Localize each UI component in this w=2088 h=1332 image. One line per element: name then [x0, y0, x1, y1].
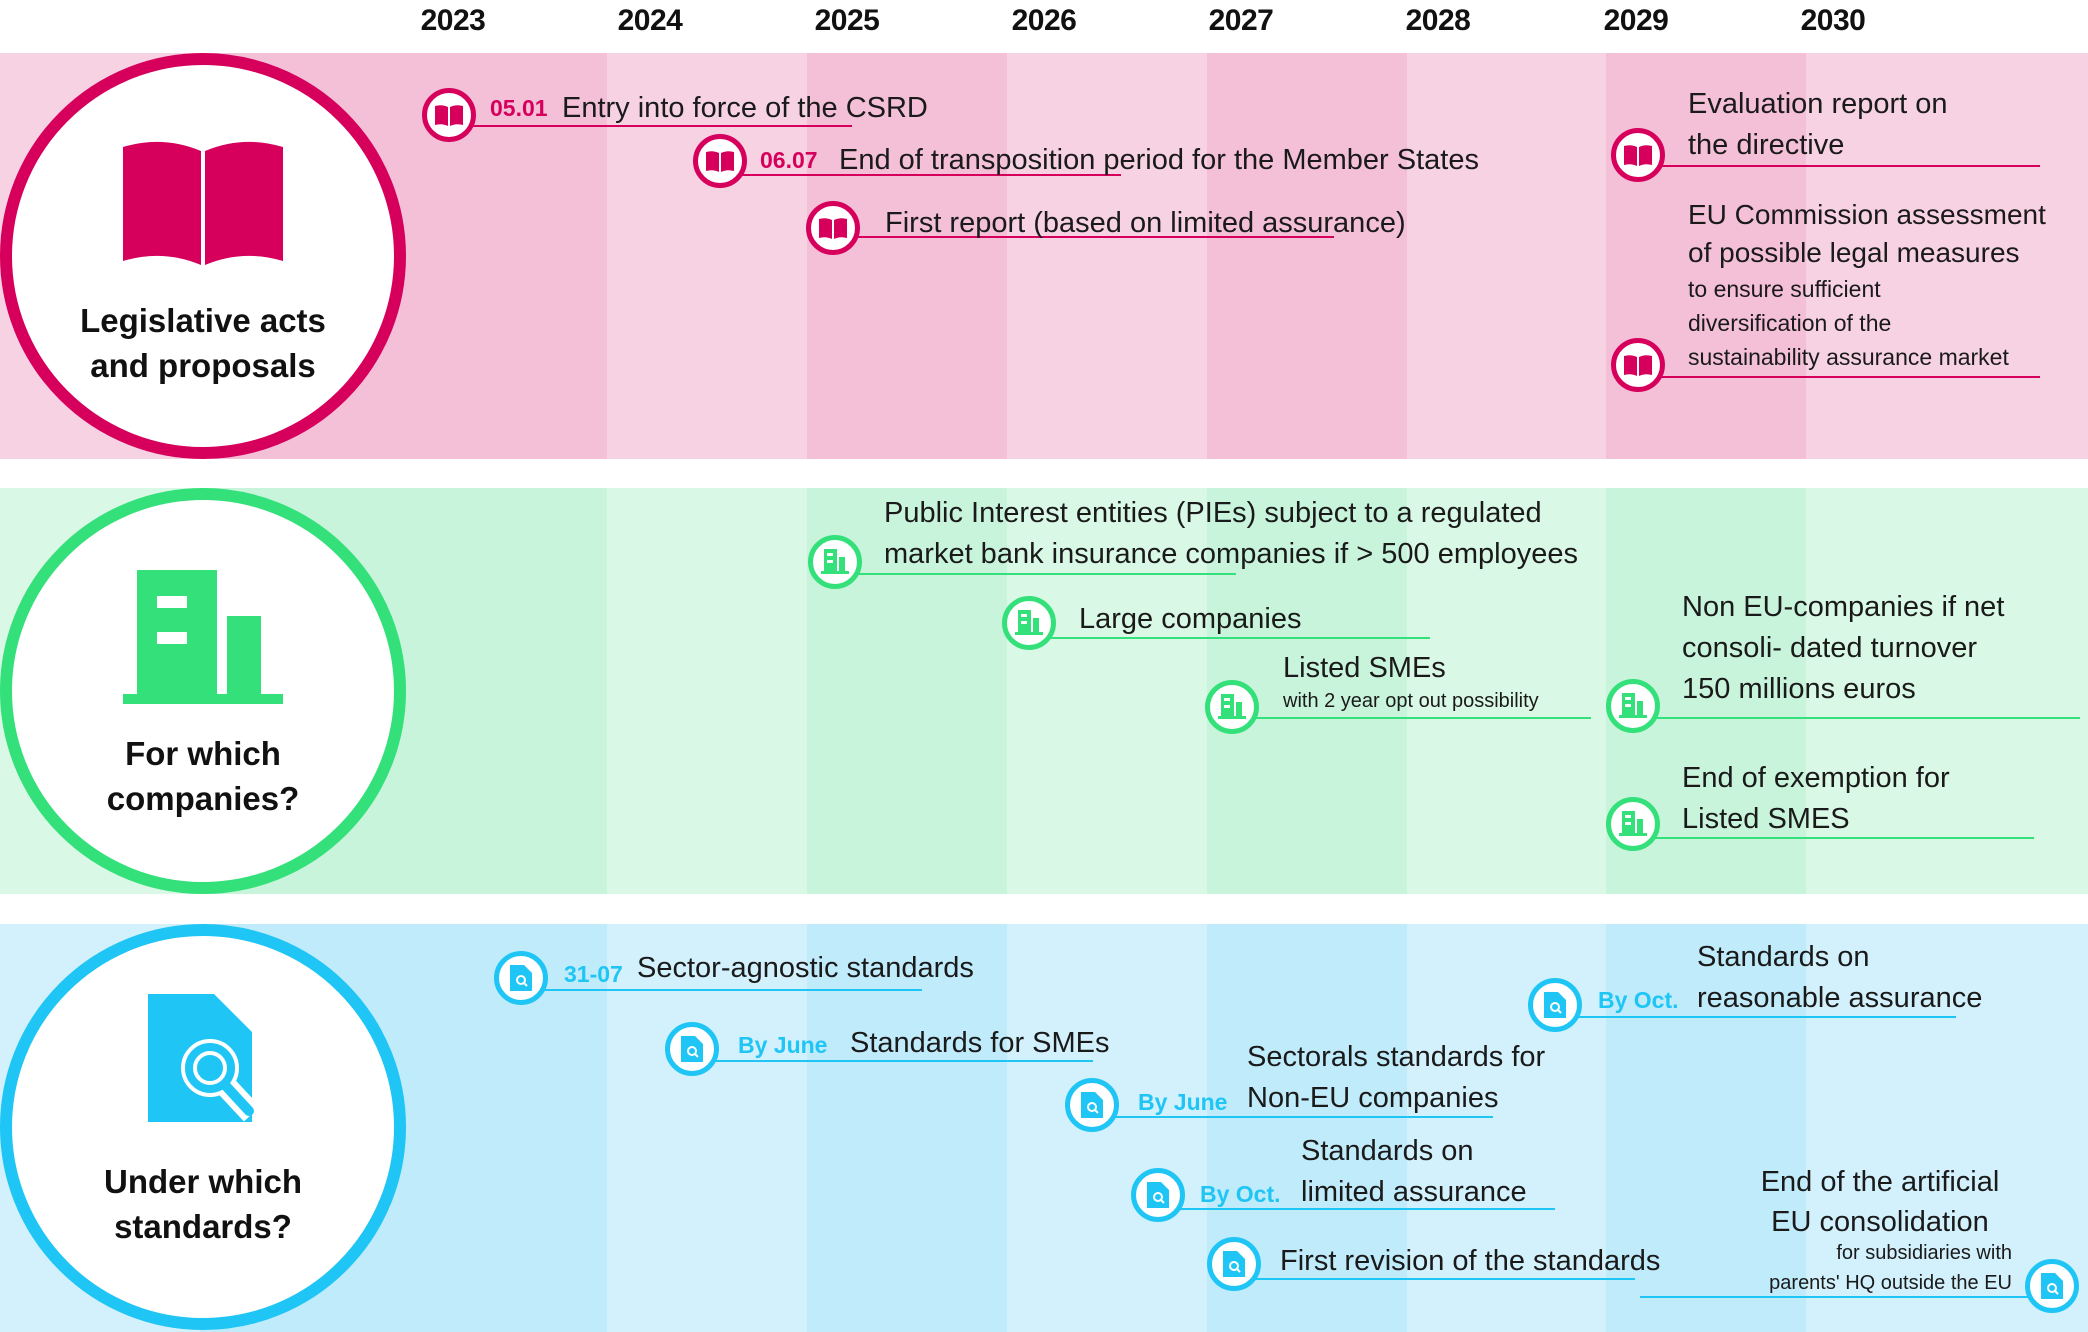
event-label: Listed SMES: [1682, 803, 1850, 835]
event-label: consoli- dated turnover: [1682, 632, 1977, 664]
event-label: Large companies: [1079, 603, 1302, 635]
event-label: Sector-agnostic standards: [637, 952, 974, 984]
open-book-icon: [706, 150, 734, 172]
document-search-icon: [1544, 992, 1566, 1018]
event-label: Evaluation report on: [1688, 88, 1948, 120]
event-date: 31-07: [564, 961, 623, 987]
building-icon: [1015, 610, 1043, 636]
document-search-icon: [681, 1036, 703, 1062]
event-sublabel: with 2 year opt out possibility: [1283, 690, 1539, 712]
event-label: EU Commission assessment: [1688, 199, 2046, 230]
document-search-icon: [1081, 1092, 1103, 1118]
event-label: reasonable assurance: [1697, 982, 1983, 1014]
event-marker: [1131, 1168, 1185, 1222]
event-label: market bank insurance companies if > 500 employees: [884, 538, 1578, 570]
building-icon: [123, 570, 283, 709]
building-icon: [1619, 693, 1647, 719]
year-label: 2026: [1011, 4, 1077, 37]
event-label: Listed SMEs: [1283, 652, 1446, 684]
section-title: Under which: [103, 1163, 303, 1200]
year-label: 2028: [1405, 4, 1471, 37]
legislative-section-circle: [0, 53, 406, 459]
event-date: 05.01: [490, 95, 548, 121]
event-underline: [542, 989, 922, 991]
section-title: Legislative acts: [80, 302, 326, 339]
building-icon: [1619, 811, 1647, 837]
event-sublabel: diversification of the: [1688, 310, 1892, 336]
event-sublabel: for subsidiaries with: [1836, 1242, 2012, 1264]
event-marker: [808, 535, 862, 589]
year-label: 2030: [1800, 4, 1866, 37]
open-book-icon: [123, 137, 283, 272]
companies-section-circle: [0, 488, 406, 894]
building-icon: [821, 549, 849, 575]
open-book-icon: [1624, 144, 1652, 166]
event-marker: [2025, 1259, 2079, 1313]
document-search-icon: [1147, 1182, 1169, 1208]
open-book-icon: [819, 217, 847, 239]
event-label: Entry into force of the CSRD: [562, 92, 928, 124]
event-marker: [665, 1022, 719, 1076]
section-title: For which: [125, 735, 281, 772]
document-search-icon: [148, 994, 258, 1139]
event-label: Standards on: [1301, 1135, 1474, 1167]
event-sublabel: parents' HQ outside the EU: [1769, 1272, 2012, 1294]
event-date: 06.07: [760, 147, 818, 173]
event-label: Standards on: [1697, 941, 1870, 973]
event-label: Non-EU companies: [1247, 1082, 1499, 1114]
event-date: By Oct.: [1598, 987, 1679, 1013]
document-search-icon: [2041, 1273, 2063, 1299]
event-underline: [1654, 717, 2080, 719]
event-marker: [1528, 978, 1582, 1032]
section-title: and proposals: [90, 347, 316, 384]
event-label: End of the artificial: [1760, 1166, 2000, 1198]
event-label: First report (based on limited assurance): [885, 207, 1406, 239]
event-marker: [806, 201, 860, 255]
document-search-icon: [510, 965, 532, 991]
year-label: 2024: [617, 4, 683, 37]
event-marker: [1065, 1078, 1119, 1132]
building-icon: [1218, 694, 1246, 720]
year-label: 2023: [420, 4, 486, 37]
event-marker: [693, 134, 747, 188]
event-label: Sectorals standards for: [1247, 1041, 1546, 1073]
year-label: 2029: [1603, 4, 1669, 37]
section-title: companies?: [106, 780, 300, 817]
event-label: EU consolidation: [1771, 1206, 1989, 1238]
event-underline: [1660, 376, 2040, 378]
section-title: standards?: [114, 1208, 292, 1245]
event-label: End of transposition period for the Member States: [839, 144, 1479, 176]
document-search-icon: [1223, 1251, 1245, 1277]
event-label: Non EU-companies if net: [1682, 591, 2005, 623]
event-marker: [1002, 596, 1056, 650]
open-book-icon: [1624, 354, 1652, 376]
event-marker: [1611, 338, 1665, 392]
event-label: Public Interest entities (PIEs) subject to a regulated: [884, 497, 1542, 529]
event-marker: [422, 88, 476, 142]
event-label: First revision of the standards: [1280, 1245, 1661, 1277]
event-marker: [1606, 679, 1660, 733]
event-label: Standards for SMEs: [850, 1027, 1110, 1059]
event-label: the directive: [1688, 129, 1845, 161]
event-label: End of exemption for: [1682, 762, 1950, 794]
event-date: By June: [1138, 1089, 1228, 1115]
event-marker: [1207, 1237, 1261, 1291]
event-label: of possible legal measures: [1688, 237, 2020, 268]
event-sublabel: to ensure sufficient: [1688, 276, 1881, 302]
year-label: 2027: [1208, 4, 1274, 37]
open-book-icon: [435, 104, 463, 126]
year-label: 2025: [814, 4, 880, 37]
event-date: By Oct.: [1200, 1181, 1281, 1207]
event-marker: [1611, 128, 1665, 182]
event-label: limited assurance: [1301, 1176, 1527, 1208]
event-marker: [1205, 680, 1259, 734]
event-marker: [1606, 797, 1660, 851]
event-marker: [494, 951, 548, 1005]
event-label: 150 millions euros: [1682, 673, 1916, 705]
event-date: By June: [738, 1032, 828, 1058]
standards-section-circle: [0, 924, 406, 1330]
event-sublabel: sustainability assurance market: [1688, 344, 2009, 370]
